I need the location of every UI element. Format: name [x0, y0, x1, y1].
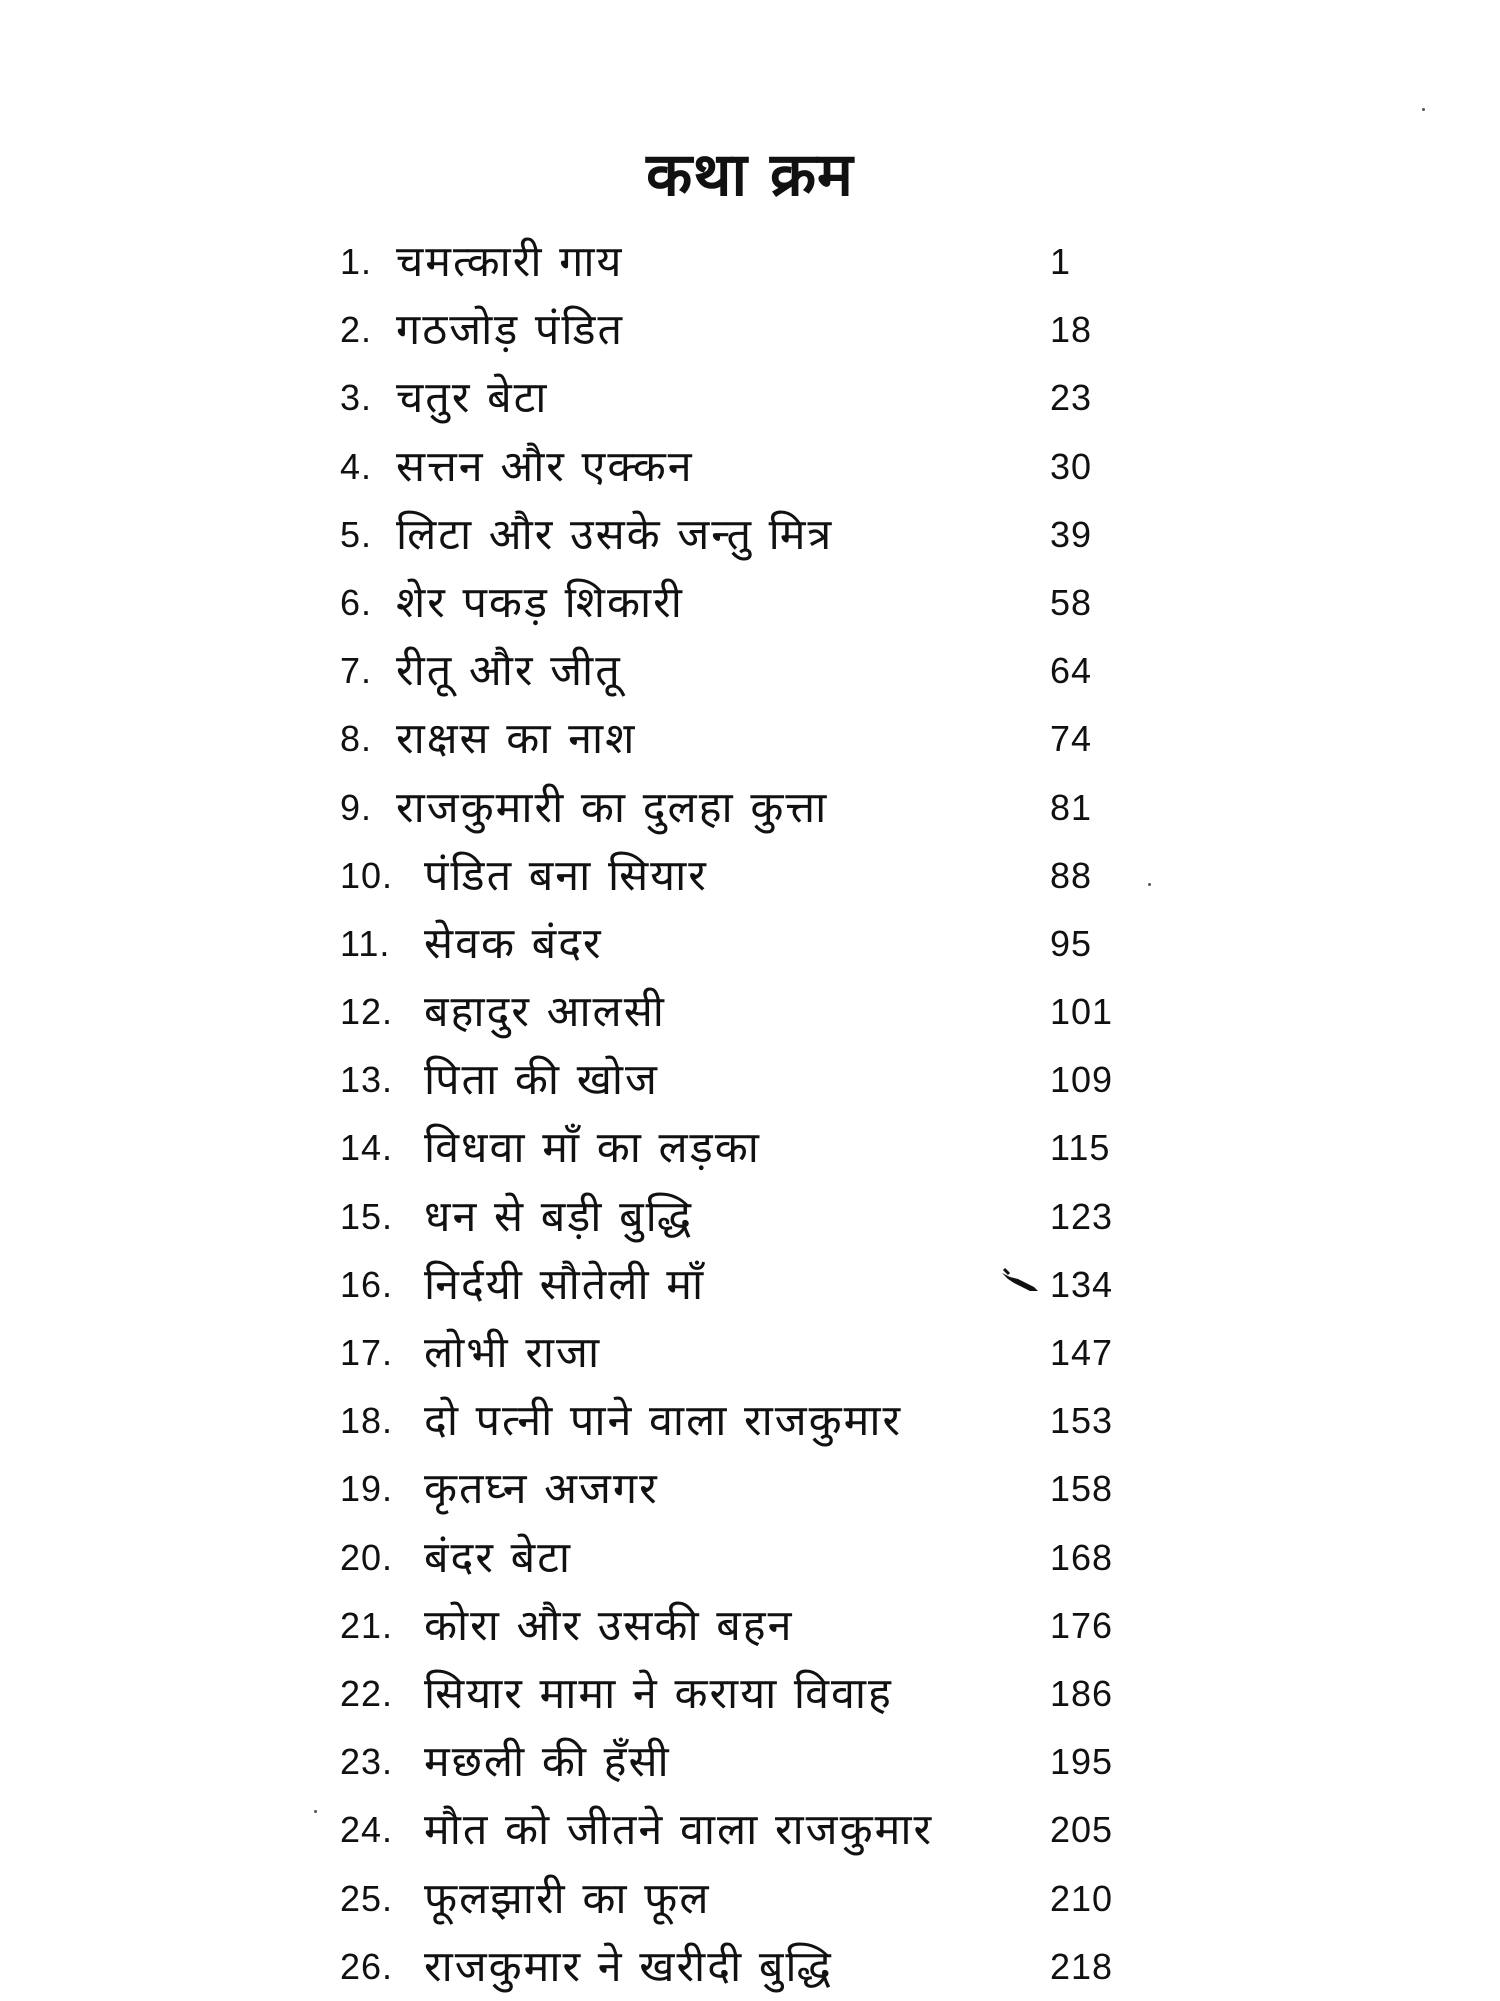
ink-smudge-icon: [1000, 1265, 1040, 1295]
toc-entry-title: सेवक बंदर: [424, 918, 603, 969]
toc-entry-title: मौत को जीतने वाला राजकुमार: [424, 1805, 934, 1856]
toc-entry-title: मछली की हँसी: [424, 1737, 671, 1788]
toc-entry-number: 7.: [340, 650, 373, 692]
scan-speck: [314, 1810, 317, 1813]
toc-entry: [340, 1865, 1140, 1933]
toc-entry: [340, 978, 1140, 1046]
toc-entry-title: राजकुमार ने खरीदी बुद्धि: [424, 1941, 833, 1992]
toc-entry: [340, 1728, 1140, 1796]
toc-entry-page-number: 115: [1050, 1127, 1111, 1169]
toc-entry-title: शेर पकड़ शिकारी: [396, 577, 684, 628]
toc-entry-page-number: 158: [1050, 1468, 1114, 1510]
toc-entry-page-number: 168: [1050, 1536, 1114, 1578]
toc-entry: [340, 364, 1140, 432]
toc-entry-page-number: 218: [1050, 1945, 1114, 1987]
toc-entry-page-number: 210: [1050, 1877, 1114, 1919]
toc-entry: [340, 569, 1140, 637]
toc-entry-number: 14.: [340, 1127, 394, 1169]
toc-entry-number: 19.: [340, 1468, 394, 1510]
toc-entry-title: फूलझारी का फूल: [424, 1873, 711, 1924]
toc-entry-number: 1.: [340, 241, 373, 282]
toc-entry: [340, 1524, 1140, 1592]
toc-entry-title: पिता की खोज: [424, 1055, 659, 1106]
toc-entry-title: चतुर बेटा: [396, 373, 549, 424]
toc-entry: [340, 1592, 1140, 1660]
toc-entry-page-number: 134: [1050, 1263, 1114, 1305]
toc-entry-title: सत्तन और एक्कन: [396, 441, 694, 492]
toc-entry: [340, 433, 1140, 501]
toc-entry: [340, 1319, 1140, 1387]
toc-entry-page-number: 1: [1050, 241, 1072, 282]
toc-entry: [340, 1387, 1140, 1455]
toc-entry-title: रीतू और जीतू: [396, 646, 622, 697]
toc-entry-number: 10.: [340, 854, 394, 896]
toc-entry: [340, 296, 1140, 364]
toc-entry-number: 24.: [340, 1809, 394, 1851]
toc-entry-page-number: 64: [1050, 650, 1093, 692]
toc-entry-number: 9.: [340, 786, 373, 828]
toc-entry-number: 13.: [340, 1059, 394, 1101]
toc-entry-page-number: 176: [1050, 1604, 1114, 1646]
toc-entry-number: 21.: [340, 1604, 394, 1646]
toc-entry-page-number: 81: [1050, 786, 1093, 828]
toc-entry-number: 25.: [340, 1877, 394, 1919]
toc-entry: [340, 637, 1140, 705]
toc-entry: [340, 1933, 1140, 2001]
toc-entry-number: 8.: [340, 718, 373, 760]
toc-entry-page-number: 195: [1050, 1741, 1114, 1783]
toc-entry-title: लिटा और उसके जन्तु मित्र: [396, 509, 834, 560]
toc-entry: [340, 1455, 1140, 1523]
toc-entry-page-number: 88: [1050, 854, 1093, 896]
toc-entry-page-number: 147: [1050, 1332, 1114, 1373]
toc-entry-page-number: 23: [1050, 377, 1093, 419]
toc-entry-page-number: 101: [1050, 991, 1114, 1033]
toc-entry-number: 26.: [340, 1945, 394, 1987]
toc-entry-title: धन से बड़ी बुद्धि: [424, 1191, 694, 1242]
toc-entry-number: 15.: [340, 1195, 394, 1237]
toc-entry-title: कोरा और उसकी बहन: [424, 1600, 794, 1651]
toc-entry-number: 6.: [340, 581, 373, 623]
toc-entry: [340, 1796, 1140, 1864]
toc-entry-number: 23.: [340, 1741, 394, 1783]
toc-entry-number: 11.: [340, 922, 391, 964]
toc-entry-number: 3.: [340, 377, 373, 419]
toc-entry-number: 2.: [340, 309, 373, 351]
scan-speck: [1422, 108, 1425, 111]
toc-entry-number: 17.: [340, 1332, 394, 1373]
toc-entry-title: बहादुर आलसी: [424, 987, 666, 1038]
toc-entry-title: सियार मामा ने कराया विवाह: [424, 1668, 893, 1719]
toc-entry-page-number: 18: [1050, 309, 1093, 351]
toc-entry-page-number: 205: [1050, 1809, 1114, 1851]
toc-entry-title: कृतघ्न अजगर: [424, 1464, 659, 1515]
toc-entry-title: विधवा माँ का लड़का: [424, 1123, 761, 1174]
toc-entry-number: 12.: [340, 991, 394, 1033]
toc-entry-title: दो पत्नी पाने वाला राजकुमार: [424, 1396, 903, 1447]
toc-entry-page-number: 39: [1050, 513, 1093, 555]
toc-entry-title: बंदर बेटा: [424, 1532, 573, 1583]
toc-entry-page-number: 74: [1050, 718, 1093, 760]
toc-entry-title: गठजोड़ पंडित: [396, 305, 624, 356]
page-title: कथा क्रम: [646, 140, 854, 210]
toc-entry-number: 5.: [340, 513, 373, 555]
toc-entry-page-number: 109: [1050, 1059, 1114, 1101]
toc-entry-page-number: 95: [1050, 922, 1093, 964]
toc-entry-number: 4.: [340, 445, 373, 487]
toc-entry-title: राक्षस का नाश: [396, 714, 637, 765]
toc-entry-page-number: 153: [1050, 1400, 1114, 1442]
toc-entry-page-number: 123: [1050, 1195, 1114, 1237]
toc-entry-title: निर्दयी सौतेली माँ: [424, 1259, 706, 1310]
toc-entry-title: चमत्कारी गाय: [396, 237, 624, 287]
toc-entry-title: पंडित बना सियार: [424, 850, 708, 901]
toc-entry-number: 16.: [340, 1263, 394, 1305]
toc-entry-title: लोभी राजा: [424, 1328, 602, 1378]
toc-entry: [340, 501, 1140, 569]
toc-entry: [340, 228, 1140, 296]
toc-entry-page-number: 186: [1050, 1672, 1114, 1714]
toc-entry-number: 18.: [340, 1400, 394, 1442]
toc-entry-page-number: 30: [1050, 445, 1093, 487]
toc-entry: [340, 910, 1140, 978]
toc-entry-title: राजकुमारी का दुलहा कुत्ता: [396, 782, 829, 833]
toc-entry: [340, 1183, 1140, 1251]
toc-entry: [340, 705, 1140, 773]
toc-entry: [340, 1660, 1140, 1728]
toc-entry-page-number: 58: [1050, 581, 1093, 623]
toc-entry-number: 22.: [340, 1672, 394, 1714]
toc-entry: [340, 1046, 1140, 1114]
scan-speck: [1148, 883, 1151, 886]
toc-entry-number: 20.: [340, 1536, 394, 1578]
toc-entry: [340, 842, 1140, 910]
toc-entry: [340, 774, 1140, 842]
table-of-contents: [340, 228, 1140, 2001]
toc-entry: [340, 1114, 1140, 1182]
